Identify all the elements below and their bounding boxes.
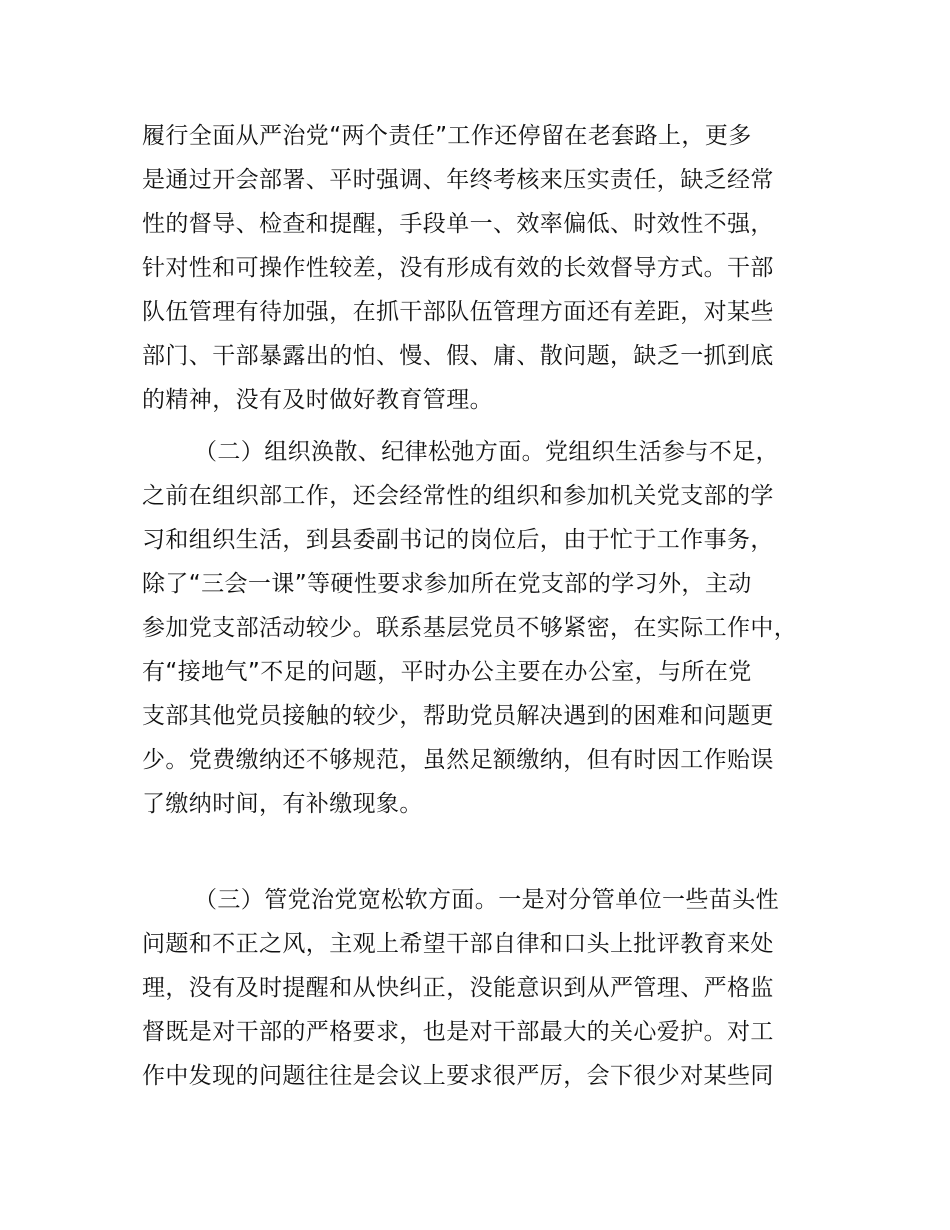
text-line: 支部其他党员接触的较少，帮助党员解决遇到的困难和问题更 — [142, 703, 774, 729]
text-line: 少。党费缴纳还不够规范，虽然足额缴纳，但有时因工作贻误 — [142, 747, 774, 773]
text-line: 性的督导、检查和提醒，手段单一、效率偏低、时效性不强， — [142, 211, 774, 237]
text-line: 有“接地气”不足的问题，平时办公主要在办公室，与所在党 — [142, 659, 752, 685]
text-line: 督既是对干部的严格要求，也是对干部最大的关心爱护。对工 — [142, 1019, 774, 1045]
paragraph-spacer — [142, 870, 842, 878]
text-line: 履行全面从严治党“两个责任”工作还停留在老套路上，更多 — [142, 123, 752, 149]
section-heading-line: （二）组织涣散、纪律松弛方面。党组织生活参与不足， — [194, 439, 779, 465]
text-line: 问题和不正之风，主观上希望干部自律和口头上批评教育来处 — [142, 931, 774, 957]
paragraph-spacer — [142, 422, 842, 430]
paragraph-1 — [142, 114, 842, 422]
text-line: 习和组织生活，到县委副书记的岗位后，由于忙于工作事务， — [142, 527, 774, 553]
text-line: 参加党支部活动较少。联系基层党员不够紧密，在实际工作中， — [142, 615, 798, 641]
text-line — [142, 826, 842, 870]
text-line: 了缴纳时间，有补缴现象。 — [142, 791, 423, 817]
text-line: 作中发现的问题往往是会议上要求很严厉，会下很少对某些同 — [142, 1063, 774, 1089]
text-line: 队伍管理有待加强，在抓干部队伍管理方面还有差距，对某些 — [142, 299, 774, 325]
text-line: 针对性和可操作性较差，没有形成有效的长效督导方式。干部 — [142, 255, 774, 281]
paragraph-2 — [142, 430, 842, 870]
text-line: 除了“三会一课”等硬性要求参加所在党支部的学习外，主动 — [142, 571, 752, 597]
text-line: 理，没有及时提醒和从快纠正，没能意识到从严管理、严格监 — [142, 975, 774, 1001]
text-line: 的精神，没有及时做好教育管理。 — [142, 387, 493, 413]
text-line: 是通过开会部署、平时强调、年终考核来压实责任，缺乏经常 — [142, 167, 774, 193]
text-line: 部门、干部暴露出的怕、慢、假、庸、散问题，缺乏一抓到底 — [142, 343, 774, 369]
text-line: 之前在组织部工作，还会经常性的组织和参加机关党支部的学 — [142, 483, 774, 509]
body-text — [142, 114, 842, 1098]
paragraph-3 — [142, 878, 842, 1098]
section-heading-line: （三）管党治党宽松软方面。一是对分管单位一些苗头性 — [194, 887, 779, 913]
